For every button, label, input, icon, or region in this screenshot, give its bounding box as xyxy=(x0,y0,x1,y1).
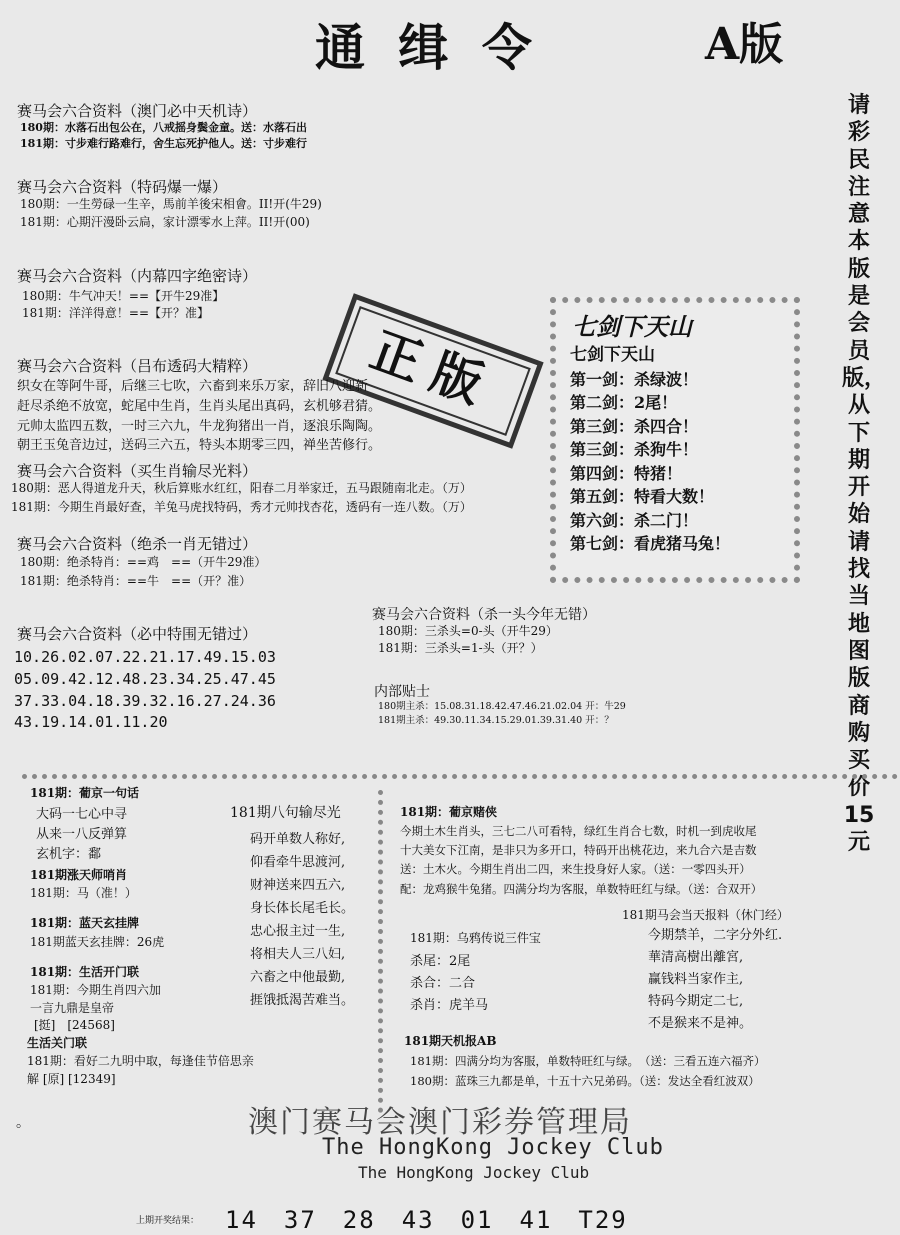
right-block-line: 十大美女下江南，是非只为多开口，特码开出桃花边，来九合六是吉数 xyxy=(400,843,757,857)
right-block-line: 送：土木火。今期生肖出二四，来生投身好人家。（送：一零四头开） xyxy=(400,862,751,876)
right-block-line: 今期禁羊，二字分外红. xyxy=(648,928,783,943)
sword-row: 第七剑：看虎猪马兔！ xyxy=(570,534,731,553)
left-block-line: [挺] [24568] xyxy=(34,1018,115,1032)
section-line: 181期：寸步难行路难行，舍生忘死护他人。送：寸步难行 xyxy=(20,137,307,150)
left-block-line: 181期：看好二九明中取，每逢佳节倍思亲 xyxy=(27,1054,254,1068)
right-block-title: 181期马会当天报料（休门经） xyxy=(622,908,789,922)
number-row: 10.26.02.07.22.21.17.49.15.03 xyxy=(14,648,276,666)
section-title: 内部贴士 xyxy=(374,684,430,700)
right-block-title: 181期：乌鸦传说三件宝 xyxy=(410,931,541,945)
right-block-line: 配：龙鸡猴牛兔猪。四满分均为客服，单数特旺红与绿。（送：合双开） xyxy=(400,882,763,896)
section-line: 180期：水落石出包公在，八戒摇身鬓金童。送：水落石出 xyxy=(20,121,307,134)
vertical-notice: 请彩民注意本版是会员版，从下期开始请找当地图版商购买价15元 xyxy=(842,93,887,856)
right-block-title: 181期：葡京赌侠 xyxy=(400,805,498,819)
left-block-title: 181期涨天师哨肖 xyxy=(30,868,128,882)
left-block-title: 生活关门联 xyxy=(27,1036,88,1050)
seven-swords-logo: 七剑下天山 xyxy=(572,312,692,341)
left-block-line: 181期：马（准！） xyxy=(30,886,137,900)
left-block-title: 181期：蓝天玄挂牌 xyxy=(30,916,140,930)
number-row: 37.33.04.18.39.32.16.27.24.36 xyxy=(14,692,276,710)
right-block-line: 杀肖：虎羊马 xyxy=(410,998,489,1013)
horizontal-divider xyxy=(22,774,898,779)
mid-block-line: 身长体长尾毛长。 xyxy=(250,901,355,916)
section-line: 181期：绝杀特肖：==牛 ==（开？准） xyxy=(20,574,252,588)
section-title: 赛马会六合资料（澳门必中天机诗） xyxy=(17,102,258,120)
section-title: 赛马会六合资料（必中特围无错过） xyxy=(17,625,258,643)
sword-row: 第一剑：杀绿波！ xyxy=(570,369,699,389)
left-block-line: 玄机字：鄱 xyxy=(36,847,102,862)
result-numbers: 14 37 28 43 01 41 T29 xyxy=(225,1206,628,1234)
left-block-line: 181期：今期生肖四六加 xyxy=(30,983,161,997)
section-title: 赛马会六合资料（特码爆一爆） xyxy=(17,178,228,196)
section-line: 赶尽杀绝不放宽，蛇尾中生肖，生肖头尾出真码，玄机够君猜。 xyxy=(17,399,382,414)
sword-row: 第五剑：特看大数！ xyxy=(570,487,715,506)
section-line: 元帅太监四五数，一时三六九，牛龙狗猪出一肖，逐浪乐陶陶。 xyxy=(17,419,382,434)
section-title: 赛马会六合资料（绝杀一肖无错过） xyxy=(17,535,258,553)
footer-org-cn: 澳门赛马会澳门彩券管理局 xyxy=(248,1105,632,1140)
right-block-line: 杀尾：2尾 xyxy=(410,954,471,969)
sword-row: 第四剑：特猪！ xyxy=(570,463,683,483)
section-line: 181期：今期生肖最好查，羊兔马虎找特码，秀才元帅找杏花，透码有一连八数。（万） xyxy=(11,500,472,514)
seven-swords-subtitle: 七剑下天山 xyxy=(570,345,655,365)
mid-block-line: 将相夫人三八妇, xyxy=(250,947,346,962)
section-line: 180期：绝杀特肖：==鸡 ==（开牛29准） xyxy=(20,555,267,569)
section-title: 赛马会六合资料（吕布透码大精粹） xyxy=(17,357,258,375)
edition-label: A版 xyxy=(705,19,784,70)
right-block-line: 華清高樹出離宮, xyxy=(648,950,744,965)
section-line: 180期：三杀头=0-头（开牛29） xyxy=(378,624,558,638)
number-row: 05.09.42.12.48.23.34.25.47.45 xyxy=(14,670,276,688)
footer-dot: 。 xyxy=(16,1115,30,1131)
left-block-title: 181期：葡京一句话 xyxy=(30,786,140,800)
left-block-line: 大码一七心中寻 xyxy=(36,807,128,822)
right-block-line: 180期：蓝珠三九都是单，十五十六兄弟码。（送：发达全看红波双） xyxy=(410,1074,760,1088)
section-line: 180期：一生勞碌一生辛，馬前羊後宋相會。II!开(牛29) xyxy=(20,197,322,211)
vertical-divider xyxy=(378,790,383,1113)
right-block-title: 181期天机报AB xyxy=(404,1034,497,1048)
mid-block-line: 码开单数人称好, xyxy=(250,832,346,847)
section-title: 赛马会六合资料（内幕四字绝密诗） xyxy=(17,267,258,285)
section-line: 181期：心期汗漫卧云扃，家计漂零水上萍。II!开(00) xyxy=(20,215,310,229)
right-block-line: 特码今期定二七, xyxy=(648,994,744,1009)
left-block-line: 一言九鼎是皇帝 xyxy=(30,1001,115,1015)
mid-block-line: 财神送来四五六, xyxy=(250,878,346,893)
section-line: 织女在等阿牛哥，后继三七吹，六畜到来乐万家，辞旧八迎新 xyxy=(17,379,369,394)
right-block-line: 赢钱料当家作主, xyxy=(648,972,744,987)
sword-row: 第三剑：杀狗牛！ xyxy=(570,440,699,459)
result-label: 上期开奖结果： xyxy=(136,1216,200,1226)
sword-row: 第六剑：杀二门！ xyxy=(570,510,699,530)
left-block-title: 181期：生活开门联 xyxy=(30,965,140,979)
left-block-line: 从来一八反弹算 xyxy=(36,827,128,842)
number-row: 43.19.14.01.11.20 xyxy=(14,713,168,731)
section-line: 181期主杀：49.30.11.34.15.29.01.39.31.40 开：？ xyxy=(378,715,614,726)
right-block-line: 181期：四满分均为客服，单数特旺红与绿。 （送：三看五连六福齐） xyxy=(410,1054,766,1068)
left-block-line: 181期蓝天玄挂牌：26虎 xyxy=(30,935,165,949)
mid-block-line: 忠心报主过一生, xyxy=(250,924,346,939)
right-block-line: 杀合：二合 xyxy=(410,976,476,991)
section-line: 180期：恶人得道龙升天，秋后算账水红红，阳春二月举家迁，五马跟随南北走。（万） xyxy=(11,481,472,495)
left-block-line: 解 [原] [12349] xyxy=(27,1072,116,1086)
section-title: 赛马会六合资料（杀一头今年无错） xyxy=(372,607,596,623)
section-line: 朝王玉兔音边过，送码三六五，特头本期零三四，禅坐苦修行。 xyxy=(17,438,382,453)
section-line: 180期主杀：15.08.31.18.42.47.46.21.02.04 开：牛29 xyxy=(378,701,626,712)
sword-row: 第三剑：杀四合！ xyxy=(570,416,699,436)
mid-block-title: 181期八句输尽光 xyxy=(230,805,341,821)
section-line: 180期：牛气冲天！==【开牛29准】 xyxy=(22,289,225,303)
right-block-line: 不是猴来不是神。 xyxy=(648,1016,753,1031)
section-title: 赛马会六合资料（买生肖输尽光料） xyxy=(17,462,258,480)
section-line: 181期：三杀头=1-头（开？） xyxy=(378,641,543,655)
stamp-text: 正版 xyxy=(335,306,531,436)
right-block-line: 今期土木生肖头，三七二八可看特，绿红生肖合七数，时机一到虎收尾 xyxy=(400,824,757,838)
footer-org-en-small: The HongKong Jockey Club xyxy=(358,1163,590,1182)
page-title: 通 缉 令 xyxy=(315,19,540,77)
sword-row: 第二剑：2尾！ xyxy=(570,393,678,412)
mid-block-line: 仰看牵牛思渡河, xyxy=(250,855,346,870)
mid-block-line: 捱饿抵渴苦难当。 xyxy=(250,993,355,1008)
footer-org-en: The HongKong Jockey Club xyxy=(322,1135,664,1160)
mid-block-line: 六畜之中他最勤, xyxy=(250,970,346,985)
section-line: 181期：洋洋得意！==【开？准】 xyxy=(22,306,210,320)
seven-swords-box xyxy=(550,297,800,583)
